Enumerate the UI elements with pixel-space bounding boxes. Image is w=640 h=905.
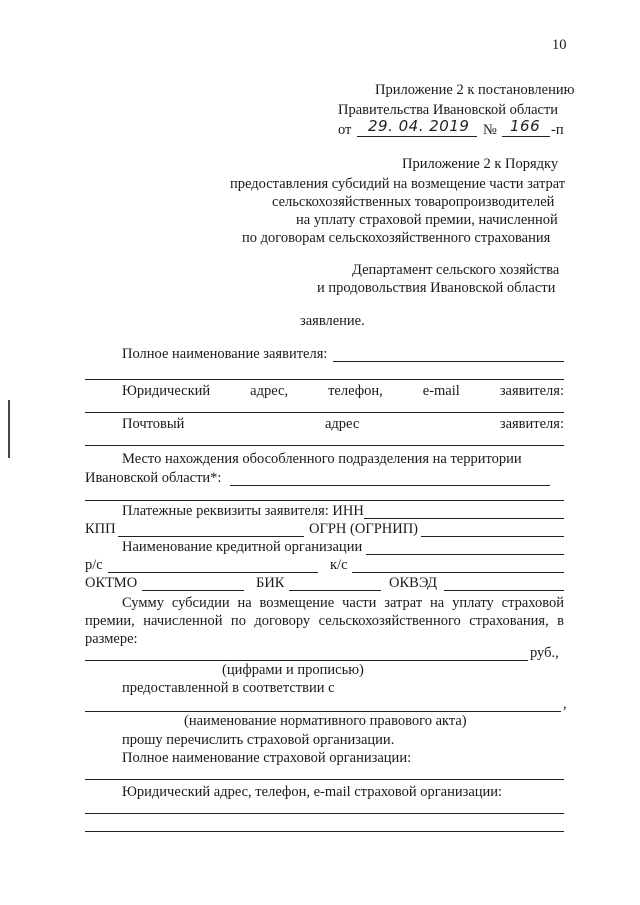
legal-address-word2: адрес,	[250, 383, 289, 399]
bik-label: БИК	[256, 575, 285, 591]
legal-act-comma: ,	[563, 696, 567, 712]
legal-address-word1: Юридический	[122, 383, 211, 399]
oktmo-label: ОКТМО	[85, 575, 138, 591]
rs-label: р/с	[85, 557, 103, 573]
rs-field	[108, 572, 318, 573]
bank-name-field	[366, 554, 564, 555]
provided-per-label: предоставленной в соответствии с	[122, 680, 335, 696]
postal-address-label	[122, 416, 564, 433]
full-name-field	[333, 361, 564, 362]
handwritten-date: 29. 04. 2019	[368, 117, 470, 135]
legal-address-label	[122, 383, 564, 400]
full-name-label: Полное наименование заявителя:	[122, 346, 328, 362]
insurer-legal-address-field-line2	[85, 831, 564, 832]
header2-line4: на уплату страховой премии, начисленной	[296, 212, 558, 228]
payment-details-label: Платежные реквизиты заявителя: ИНН	[122, 503, 364, 519]
header1-number-suffix: -п	[551, 122, 564, 138]
page-number: 10	[552, 37, 567, 53]
subsidy-line3: размере:	[85, 631, 138, 647]
branch-location-text1: Место нахождения обособленного подразделения на территории	[122, 451, 522, 467]
insurer-legal-address-label: Юридический адрес, телефон, e-mail страховой организации:	[122, 784, 503, 800]
kpp-label: КПП	[85, 521, 116, 537]
inn-field	[364, 518, 564, 519]
act-hint: (наименование нормативного правового акта)	[184, 713, 467, 729]
legal-address-word4: e-mail	[422, 383, 460, 399]
scan-artifact	[8, 400, 10, 458]
header1-number-label: №	[483, 122, 497, 138]
document-title: заявление.	[300, 313, 365, 329]
bik-field	[289, 590, 381, 591]
oktmo-field	[142, 590, 244, 591]
postal-address-word1: Почтовый	[122, 416, 185, 432]
header1-from-label: от	[338, 122, 352, 138]
header2-line2: предоставления субсидий на возмещение части затрат	[230, 176, 566, 192]
postal-address-word3: заявителя:	[499, 416, 564, 432]
branch-location-field	[230, 485, 550, 486]
legal-address-word5: заявителя:	[499, 383, 564, 399]
handwritten-number: 166	[510, 117, 541, 135]
kpp-field	[118, 536, 304, 537]
amount-field	[85, 660, 528, 661]
postal-address-field	[85, 445, 564, 446]
branch-location-line2: Ивановской области*:	[85, 470, 222, 486]
subsidy-line1: Сумму субсидии на возмещение части затрат на уплату страховой	[122, 595, 564, 611]
transfer-request: прошу перечислить страховой организации.	[122, 732, 395, 748]
header1-line1: Приложение 2 к постановлению	[375, 82, 575, 98]
header2-line3: сельскохозяйственных товаропроизводителей	[272, 194, 555, 210]
insurer-full-name-field	[85, 779, 564, 780]
number-underline	[502, 136, 550, 137]
header2-line5: по договорам сельскохозяйственного страхования	[242, 230, 551, 246]
bank-name-label: Наименование кредитной организации	[122, 539, 363, 555]
addressee-line2: и продовольствия Ивановской области	[317, 280, 556, 296]
in-words-hint: (цифрами и прописью)	[222, 662, 364, 678]
ogrn-label: ОГРН (ОГРНИП)	[309, 521, 419, 537]
okved-field	[444, 590, 564, 591]
addressee-line1: Департамент сельского хозяйства	[352, 262, 560, 278]
subsidy-line2: премии, начисленной по договору сельскохозяйственного страхования, в	[85, 613, 564, 629]
legal-act-field	[85, 711, 561, 712]
postal-address-word2: адрес	[324, 416, 360, 432]
header2-line1: Приложение 2 к Порядку	[402, 156, 559, 172]
insurer-legal-address-field	[85, 813, 564, 814]
okved-label: ОКВЭД	[389, 575, 438, 591]
branch-location-field-line2	[85, 500, 564, 501]
ks-field	[352, 572, 564, 573]
full-name-field-line2	[85, 379, 564, 380]
date-underline	[357, 136, 477, 137]
ks-label: к/с	[330, 557, 348, 573]
legal-address-word3: телефон,	[328, 383, 383, 399]
legal-address-field	[85, 412, 564, 413]
ogrn-field	[421, 536, 564, 537]
branch-location-line1	[122, 451, 564, 468]
header1-line2: Правительства Ивановской области	[338, 102, 559, 118]
rub-label: руб.,	[530, 645, 559, 661]
insurer-full-name-label: Полное наименование страховой организации:	[122, 750, 412, 766]
